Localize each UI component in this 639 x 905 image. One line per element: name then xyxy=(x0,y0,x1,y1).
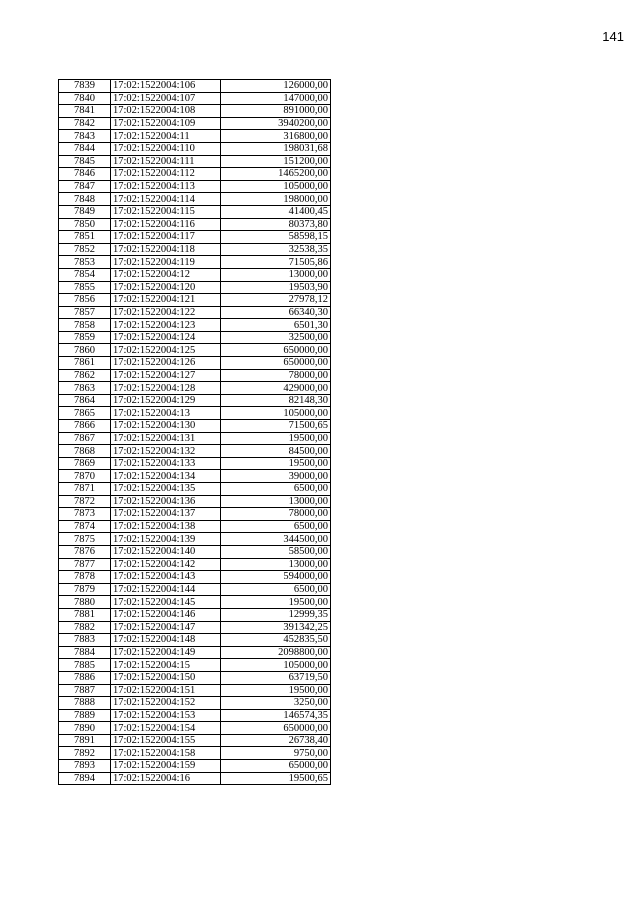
row-number-cell: 7887 xyxy=(59,684,111,697)
table-row xyxy=(59,608,331,621)
cadastral-number-cell: 17:02:1522004:130 xyxy=(111,420,221,433)
cadastral-number-cell: 17:02:1522004:117 xyxy=(111,231,221,244)
row-number-cell: 7870 xyxy=(59,470,111,483)
cadastral-number-cell: 17:02:1522004:120 xyxy=(111,281,221,294)
table-row xyxy=(59,634,331,647)
table-row xyxy=(59,319,331,332)
table-row xyxy=(59,168,331,181)
table-row xyxy=(59,596,331,609)
table-row xyxy=(59,420,331,433)
row-number-cell: 7888 xyxy=(59,697,111,710)
cadastral-number-cell: 17:02:1522004:129 xyxy=(111,394,221,407)
table-row xyxy=(59,457,331,470)
row-number-cell: 7839 xyxy=(59,80,111,93)
row-number-cell: 7840 xyxy=(59,92,111,105)
row-number-cell: 7859 xyxy=(59,331,111,344)
row-number-cell: 7867 xyxy=(59,432,111,445)
table-row xyxy=(59,470,331,483)
value-cell: 198031,68 xyxy=(221,142,331,155)
value-cell: 78000,00 xyxy=(221,369,331,382)
table-row xyxy=(59,294,331,307)
row-number-cell: 7876 xyxy=(59,545,111,558)
table-row xyxy=(59,231,331,244)
row-number-cell: 7844 xyxy=(59,142,111,155)
row-number-cell: 7845 xyxy=(59,155,111,168)
table-row xyxy=(59,760,331,773)
cadastral-number-cell: 17:02:1522004:134 xyxy=(111,470,221,483)
value-cell: 41400,45 xyxy=(221,205,331,218)
value-cell: 19500,00 xyxy=(221,596,331,609)
value-cell: 82148,30 xyxy=(221,394,331,407)
table-row xyxy=(59,571,331,584)
row-number-cell: 7864 xyxy=(59,394,111,407)
row-number-cell: 7863 xyxy=(59,382,111,395)
table-row xyxy=(59,407,331,420)
table-row xyxy=(59,684,331,697)
cadastral-number-cell: 17:02:1522004:148 xyxy=(111,634,221,647)
row-number-cell: 7869 xyxy=(59,457,111,470)
row-number-cell: 7866 xyxy=(59,420,111,433)
value-cell: 650000,00 xyxy=(221,722,331,735)
cadastral-number-cell: 17:02:1522004:16 xyxy=(111,772,221,785)
cadastral-number-cell: 17:02:1522004:112 xyxy=(111,168,221,181)
cadastral-number-cell: 17:02:1522004:106 xyxy=(111,80,221,93)
value-cell: 1465200,00 xyxy=(221,168,331,181)
table-row xyxy=(59,306,331,319)
cadastral-number-cell: 17:02:1522004:127 xyxy=(111,369,221,382)
row-number-cell: 7892 xyxy=(59,747,111,760)
row-number-cell: 7868 xyxy=(59,445,111,458)
cadastral-number-cell: 17:02:1522004:114 xyxy=(111,193,221,206)
cadastral-number-cell: 17:02:1522004:108 xyxy=(111,105,221,118)
value-cell: 147000,00 xyxy=(221,92,331,105)
table-row xyxy=(59,344,331,357)
value-cell: 32538,35 xyxy=(221,243,331,256)
value-cell: 71505,86 xyxy=(221,256,331,269)
row-number-cell: 7855 xyxy=(59,281,111,294)
cadastral-number-cell: 17:02:1522004:136 xyxy=(111,495,221,508)
value-cell: 650000,00 xyxy=(221,357,331,370)
value-cell: 146574,35 xyxy=(221,709,331,722)
table-row xyxy=(59,734,331,747)
value-cell: 19500,00 xyxy=(221,684,331,697)
value-cell: 13000,00 xyxy=(221,558,331,571)
cadastral-number-cell: 17:02:1522004:113 xyxy=(111,180,221,193)
cadastral-number-cell: 17:02:1522004:110 xyxy=(111,142,221,155)
row-number-cell: 7886 xyxy=(59,671,111,684)
row-number-cell: 7871 xyxy=(59,483,111,496)
cadastral-number-cell: 17:02:1522004:119 xyxy=(111,256,221,269)
cadastral-number-cell: 17:02:1522004:12 xyxy=(111,268,221,281)
cadastral-number-cell: 17:02:1522004:151 xyxy=(111,684,221,697)
table-row xyxy=(59,142,331,155)
row-number-cell: 7879 xyxy=(59,583,111,596)
value-cell: 6501,30 xyxy=(221,319,331,332)
cadastral-number-cell: 17:02:1522004:109 xyxy=(111,117,221,130)
cadastral-number-cell: 17:02:1522004:123 xyxy=(111,319,221,332)
row-number-cell: 7884 xyxy=(59,646,111,659)
table-row xyxy=(59,180,331,193)
table-row xyxy=(59,268,331,281)
table-row xyxy=(59,533,331,546)
table-row xyxy=(59,508,331,521)
row-number-cell: 7877 xyxy=(59,558,111,571)
table-row xyxy=(59,193,331,206)
value-cell: 19500,65 xyxy=(221,772,331,785)
row-number-cell: 7860 xyxy=(59,344,111,357)
row-number-cell: 7865 xyxy=(59,407,111,420)
cadastral-number-cell: 17:02:1522004:142 xyxy=(111,558,221,571)
table-row xyxy=(59,394,331,407)
cadastral-number-cell: 17:02:1522004:126 xyxy=(111,357,221,370)
value-cell: 6500,00 xyxy=(221,483,331,496)
table-row xyxy=(59,671,331,684)
page-number: 141 xyxy=(602,29,624,44)
table-row xyxy=(59,772,331,785)
row-number-cell: 7878 xyxy=(59,571,111,584)
cadastral-number-cell: 17:02:1522004:128 xyxy=(111,382,221,395)
cadastral-number-cell: 17:02:1522004:118 xyxy=(111,243,221,256)
row-number-cell: 7851 xyxy=(59,231,111,244)
cadastral-number-cell: 17:02:1522004:159 xyxy=(111,760,221,773)
value-cell: 452835,50 xyxy=(221,634,331,647)
value-cell: 3940200,00 xyxy=(221,117,331,130)
cadastral-number-cell: 17:02:1522004:137 xyxy=(111,508,221,521)
table-row xyxy=(59,130,331,143)
table-row xyxy=(59,722,331,735)
cadastral-number-cell: 17:02:1522004:154 xyxy=(111,722,221,735)
cadastral-number-cell: 17:02:1522004:140 xyxy=(111,545,221,558)
value-cell: 6500,00 xyxy=(221,520,331,533)
cadastral-number-cell: 17:02:1522004:155 xyxy=(111,734,221,747)
cadastral-number-cell: 17:02:1522004:115 xyxy=(111,205,221,218)
table-row xyxy=(59,583,331,596)
row-number-cell: 7843 xyxy=(59,130,111,143)
table-row xyxy=(59,445,331,458)
value-cell: 198000,00 xyxy=(221,193,331,206)
value-cell: 316800,00 xyxy=(221,130,331,143)
cadastral-number-cell: 17:02:1522004:124 xyxy=(111,331,221,344)
cadastral-number-cell: 17:02:1522004:121 xyxy=(111,294,221,307)
cadastral-number-cell: 17:02:1522004:13 xyxy=(111,407,221,420)
table-row xyxy=(59,432,331,445)
value-cell: 71500,65 xyxy=(221,420,331,433)
value-cell: 19500,00 xyxy=(221,432,331,445)
value-cell: 105000,00 xyxy=(221,407,331,420)
row-number-cell: 7856 xyxy=(59,294,111,307)
value-cell: 26738,40 xyxy=(221,734,331,747)
value-cell: 12999,35 xyxy=(221,608,331,621)
table-row xyxy=(59,357,331,370)
cadastral-number-cell: 17:02:1522004:133 xyxy=(111,457,221,470)
table-row xyxy=(59,659,331,672)
table-row xyxy=(59,621,331,634)
table-row xyxy=(59,545,331,558)
table-row xyxy=(59,105,331,118)
value-cell: 27978,12 xyxy=(221,294,331,307)
row-number-cell: 7848 xyxy=(59,193,111,206)
row-number-cell: 7850 xyxy=(59,218,111,231)
cadastral-number-cell: 17:02:1522004:146 xyxy=(111,608,221,621)
row-number-cell: 7857 xyxy=(59,306,111,319)
table-row xyxy=(59,80,331,93)
value-cell: 19500,00 xyxy=(221,457,331,470)
table-row xyxy=(59,205,331,218)
cadastral-number-cell: 17:02:1522004:149 xyxy=(111,646,221,659)
value-cell: 66340,30 xyxy=(221,306,331,319)
row-number-cell: 7880 xyxy=(59,596,111,609)
cadastral-number-cell: 17:02:1522004:152 xyxy=(111,697,221,710)
row-number-cell: 7874 xyxy=(59,520,111,533)
value-cell: 650000,00 xyxy=(221,344,331,357)
cadastral-number-cell: 17:02:1522004:116 xyxy=(111,218,221,231)
cadastral-number-cell: 17:02:1522004:139 xyxy=(111,533,221,546)
cadastral-number-cell: 17:02:1522004:147 xyxy=(111,621,221,634)
table-row xyxy=(59,243,331,256)
cadastral-number-cell: 17:02:1522004:122 xyxy=(111,306,221,319)
value-cell: 39000,00 xyxy=(221,470,331,483)
cadastral-value-table xyxy=(58,79,331,785)
row-number-cell: 7883 xyxy=(59,634,111,647)
table-row xyxy=(59,558,331,571)
table-row xyxy=(59,697,331,710)
value-cell: 65000,00 xyxy=(221,760,331,773)
cadastral-number-cell: 17:02:1522004:111 xyxy=(111,155,221,168)
row-number-cell: 7872 xyxy=(59,495,111,508)
value-cell: 84500,00 xyxy=(221,445,331,458)
row-number-cell: 7891 xyxy=(59,734,111,747)
row-number-cell: 7894 xyxy=(59,772,111,785)
cadastral-number-cell: 17:02:1522004:138 xyxy=(111,520,221,533)
value-cell: 58500,00 xyxy=(221,545,331,558)
table-row xyxy=(59,709,331,722)
row-number-cell: 7889 xyxy=(59,709,111,722)
cadastral-number-cell: 17:02:1522004:153 xyxy=(111,709,221,722)
value-cell: 58598,15 xyxy=(221,231,331,244)
value-cell: 105000,00 xyxy=(221,659,331,672)
value-cell: 391342,25 xyxy=(221,621,331,634)
row-number-cell: 7890 xyxy=(59,722,111,735)
table-row xyxy=(59,520,331,533)
row-number-cell: 7849 xyxy=(59,205,111,218)
cadastral-number-cell: 17:02:1522004:144 xyxy=(111,583,221,596)
row-number-cell: 7885 xyxy=(59,659,111,672)
value-cell: 429000,00 xyxy=(221,382,331,395)
row-number-cell: 7893 xyxy=(59,760,111,773)
value-cell: 3250,00 xyxy=(221,697,331,710)
value-cell: 151200,00 xyxy=(221,155,331,168)
table-row xyxy=(59,92,331,105)
cadastral-number-cell: 17:02:1522004:125 xyxy=(111,344,221,357)
row-number-cell: 7841 xyxy=(59,105,111,118)
table-row xyxy=(59,117,331,130)
row-number-cell: 7881 xyxy=(59,608,111,621)
row-number-cell: 7873 xyxy=(59,508,111,521)
cadastral-number-cell: 17:02:1522004:145 xyxy=(111,596,221,609)
table-row xyxy=(59,281,331,294)
value-cell: 13000,00 xyxy=(221,495,331,508)
value-cell: 126000,00 xyxy=(221,80,331,93)
cadastral-number-cell: 17:02:1522004:143 xyxy=(111,571,221,584)
table-row xyxy=(59,646,331,659)
value-cell: 19503,90 xyxy=(221,281,331,294)
row-number-cell: 7853 xyxy=(59,256,111,269)
cadastral-number-cell: 17:02:1522004:158 xyxy=(111,747,221,760)
row-number-cell: 7847 xyxy=(59,180,111,193)
value-cell: 105000,00 xyxy=(221,180,331,193)
table-row xyxy=(59,747,331,760)
row-number-cell: 7862 xyxy=(59,369,111,382)
value-cell: 594000,00 xyxy=(221,571,331,584)
cadastral-number-cell: 17:02:1522004:107 xyxy=(111,92,221,105)
value-cell: 344500,00 xyxy=(221,533,331,546)
table-row xyxy=(59,256,331,269)
table-row xyxy=(59,331,331,344)
value-cell: 32500,00 xyxy=(221,331,331,344)
row-number-cell: 7846 xyxy=(59,168,111,181)
value-cell: 2098800,00 xyxy=(221,646,331,659)
row-number-cell: 7854 xyxy=(59,268,111,281)
value-cell: 9750,00 xyxy=(221,747,331,760)
row-number-cell: 7882 xyxy=(59,621,111,634)
cadastral-number-cell: 17:02:1522004:132 xyxy=(111,445,221,458)
cadastral-number-cell: 17:02:1522004:11 xyxy=(111,130,221,143)
cadastral-number-cell: 17:02:1522004:15 xyxy=(111,659,221,672)
table-body xyxy=(59,80,331,785)
row-number-cell: 7842 xyxy=(59,117,111,130)
value-cell: 80373,80 xyxy=(221,218,331,231)
cadastral-number-cell: 17:02:1522004:150 xyxy=(111,671,221,684)
table-row xyxy=(59,483,331,496)
value-cell: 891000,00 xyxy=(221,105,331,118)
value-cell: 78000,00 xyxy=(221,508,331,521)
row-number-cell: 7858 xyxy=(59,319,111,332)
row-number-cell: 7861 xyxy=(59,357,111,370)
cadastral-number-cell: 17:02:1522004:131 xyxy=(111,432,221,445)
table-row xyxy=(59,155,331,168)
table-row xyxy=(59,218,331,231)
table-row xyxy=(59,495,331,508)
row-number-cell: 7852 xyxy=(59,243,111,256)
value-cell: 63719,50 xyxy=(221,671,331,684)
cadastral-number-cell: 17:02:1522004:135 xyxy=(111,483,221,496)
row-number-cell: 7875 xyxy=(59,533,111,546)
table-row xyxy=(59,382,331,395)
table-row xyxy=(59,369,331,382)
value-cell: 6500,00 xyxy=(221,583,331,596)
value-cell: 13000,00 xyxy=(221,268,331,281)
